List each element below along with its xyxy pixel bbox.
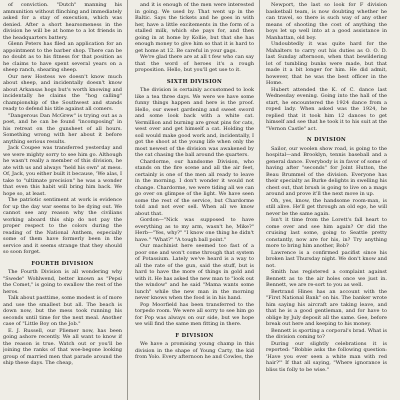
article-paragraph: During our slightly celebrations it is reported: "Bobbie asks the following question: 'Have you ever seen a white man with red hair?'" If that all saying, "Where ignorance is bliss tis folly to be wise.": [266, 340, 387, 373]
article-paragraph: Undoubtedly it was quite hard for the Mahalters to carry out his duties as O. O. D. last Sunday afternoon, when that bewildering lot of tumbling bunks were made, but that made it a bit longer for him. He did admit, however, that he was the best officer in the Home.: [266, 41, 387, 86]
article-paragraph: Smith has registered a complaint against Bennett as to the air holes once we just in. Bennett, we are re-sort to you as well.: [266, 269, 387, 288]
article-paragraph: Gordon—"Nick was supposed to have everything as to my arm, wasn't he, Mike?" Herb—"Yes, why?" "I know one thing he didn't have." "What?" "A tough ball point.": [135, 217, 254, 243]
article-paragraph: We have a promising young champ in this division in the shape of Young Carty, the kid from Yolo. Every afternoon he and Cowles, the: [135, 341, 254, 360]
article-paragraph: and it is enough of the men were interested in going. We used by. That went up in the Baltic. Says the tickets and he goes in with her, have a little excitements in the form of a stalled milk, which she pays for, and then going in at home by Kollie, but that she has enough money to give him so that it is hard to get home at 12. Be careful in your gags.: [135, 2, 254, 54]
section-heading: SIXTH DIVISION: [166, 78, 223, 85]
article-paragraph: The Fourth Division is all wondering why "Swede" Wohlwend, better known as "Pepsi the Comet," is going to swallow the rest of the heros.: [3, 269, 122, 295]
article-paragraph: of conviction. "Dutch" manning his ammunition without flinching and immediately asked for a stay of execution, which was denied. After a short hearsomeness in the division he will be at home to a lot friends in the headquarters battery.: [3, 2, 122, 41]
article-paragraph: Our machinist here seemed too fast of a poor one and won't come through that system of Potassium. Lately we've heard is a way to all the rate of the gun, said the stuff, but is hard to have the more of things in gold and with it. He has asked the new man to "look out the window" and he said "Mama wants some lunch" while the new man in the morning never knows when the food is in his hand.: [135, 243, 254, 301]
column-1: [3, 2, 122, 398]
article-paragraph: The patriotic sentiment at work is evidence for up the day war seems to be dying out. We cannot see any reason why the civilians working aboard this ship do not pay the proper respect to the colors during the reading of the National Anthem, especially some of them have formerly been in the service and it seems strange that they should so soon forget.: [3, 197, 122, 255]
article-paragraph: Chardorme, our handsome Division, who stands on the fire scene and all the air feet, certainly is one of the men all ready to leave in the morning. I don't wonder it would not change. Chardorme, we were tiding all we can go over on glimpse of the light. We have seen some the rest of the service, but Chardorme told and not ever sell. When all we know about that.: [135, 158, 254, 217]
article-paragraph: Isn't it time from the Lorett's fall heart to come over and see him again? Or did the cruising last some, going to Seattle pretty constantly, now are for his, in? Try anything more to bring him another, Bob?: [266, 217, 387, 249]
article-paragraph: Talk about pasttime, some modest is of more and use the smallest but all. The beach is down now, but the mess took running his seconds until time for the next meal. Another case of "Little Boy on the Job.": [3, 295, 122, 327]
article-paragraph: E. J. Russell, our Pliemer now, has been going ashore recently. We all want to know if the reason is true. Watch out or you'll be joining the ranks of that woe-begone looking group of married men that parade around the ship these days. The cheap,: [3, 327, 122, 366]
article-paragraph: Pop Moorfield has been transferred to the torpedo room. We were all sorry to see him go for Pop was always on our side, but we hope we will find the same men fitting in there.: [135, 301, 254, 327]
article-paragraph: Sailor, our woolen show road, is going to the hospital—and Brooklyn, tennis baseball and a general dance. Everybody is in favor of some of having after "seconds" for Joint Hutton, the Beau Brummel of the division. Everyone has their specialty as Burke delights in swelling his chest out, that brush is going to live on a mags around and prove it'll the next move in up.: [266, 145, 387, 197]
article-paragraph: Bennett is sporting a corporal's brad. What is the division coming to?: [266, 327, 387, 340]
section-heading: N DIVISION: [306, 137, 347, 143]
article-paragraph: Lawrence is a confirmed pacifist since his broken last Thursday night. We don't know and not.: [266, 249, 387, 269]
article-paragraph: Glenn Peters has filed an application for an appointment to the barber shop. There can be no doubt as to his fitness for that position as he claims to have spent several years on a sheep ranch, shearing sheep.: [3, 41, 122, 73]
column-3: [266, 2, 387, 398]
article-paragraph: Hubert attended the K. of C. dance last Wednesday evening. Going into the hall of the start, he encountered the 1924 dance from a roped lady. When asked was the 1924, he replied that it took him 12 dances to get himself and see that he took it to his suit at the "Vernon Castle" act.: [266, 86, 387, 132]
article-paragraph: We're glad there are at all t few who can say that the word of heroes it's a rough proposition. Hello, but you'll get use to it.: [135, 54, 254, 73]
article-paragraph: Newport, the last so look for F division basketball team, is now doubting whether he can travel, so there is such way of any other means of shooting the cost of anything the boys let up well into at a good assistance in Manhattan, old boy.: [266, 2, 387, 41]
article-paragraph: "Dangerous Dan McGrew" is trying out as a poet, and he can be found "incomposing" in his retreat on the gunsheet of all hours. Something wrong with her about it before anything serious results.: [3, 112, 122, 145]
section-heading: F DIVISION: [175, 332, 214, 339]
section-heading: FOURTH DIVISION: [31, 260, 94, 267]
article-paragraph: Jack Coupee was transferred yesterday and we were mighty sorry to see him go. Although he wasn't really a member of this division, he ate with us and always "held his own" at mess. Of, Jack, you either built it because, 'We alas, I take to "ultimate precision" he was a wonder that even this habit will bring him back. We hope so, at least.: [3, 145, 122, 197]
column-divider: [259, 0, 260, 400]
article-paragraph: Our new Hostess we doesn't know much about sheep, and incidentally doesn't know about Arkansas hogs but's worth knowing and incidentally he claims the "hog calling" championship of the Southwest and stands ready to defend his title against all comers.: [3, 73, 122, 112]
column-2: [135, 2, 254, 398]
column-divider: [127, 0, 128, 400]
article-paragraph: Oh, yes, know, the handsome room-man, is still alive. He'll get through an old ego, he will never be the same again.: [266, 197, 387, 217]
article-paragraph: Bertrand Hines has an account with the "First National Bank" on his. The banker wrote him saying his aircraft are taking leave, and that he is a good gentleman, and for have to oblige by July deposit all the same. Gee, before break out here and keeping to his money.: [266, 288, 387, 327]
article-paragraph: The division is certainly accustomed to look like a tea three days. We were we have some funny things happen and here is the proof. Hello, our sweet gardening and sweet sword and some look back with a white cat. Vermillion and burning are great pins for cats, west over and get himself a cat. Holding the soil would make good work and, incidentally, I got the shoot at the young life when only the most newest of the division was awakened by the cat chasing the ball around the quarters.: [135, 87, 254, 158]
